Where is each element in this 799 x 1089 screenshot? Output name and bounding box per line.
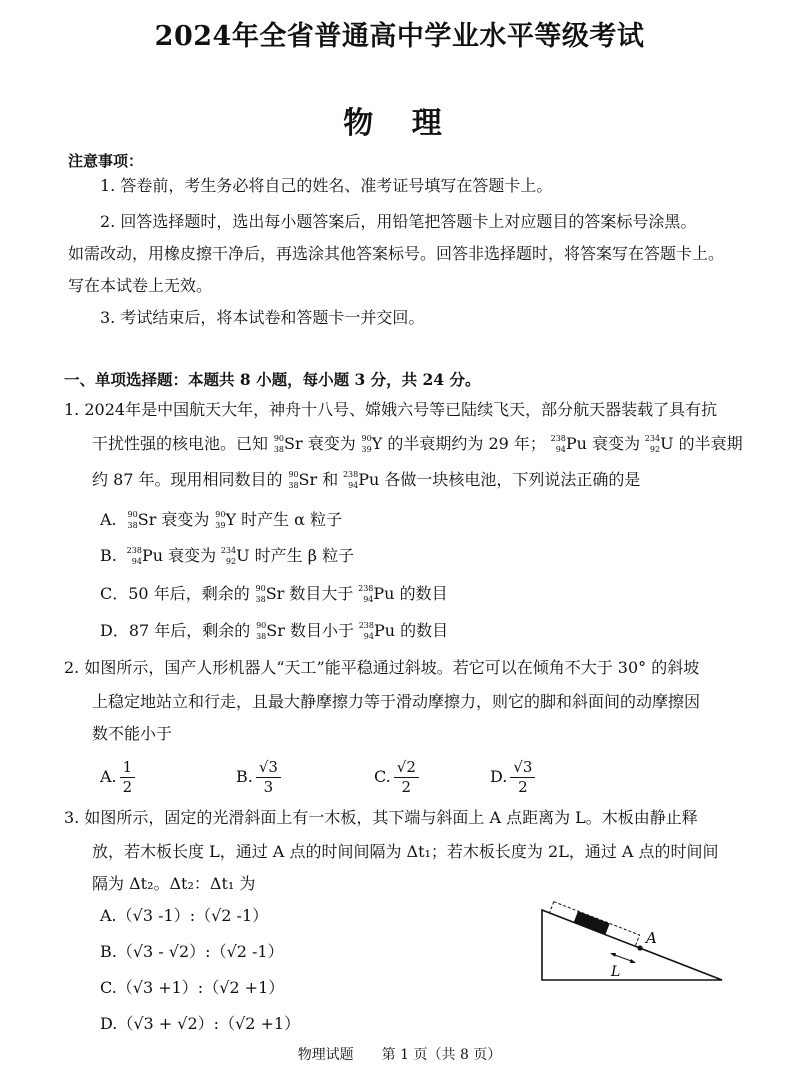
- q2-option-c: C. $\frac{√2}{2}$: [374, 758, 422, 797]
- q3-option-b: B.（√3 - √2）:（√2 -1）: [100, 942, 284, 961]
- pu-nuclide: 238 94: [550, 433, 566, 454]
- q1-line-3: 约 87 年。现用相同数目的 90 38 Sr 和 238 94 Pu 各做一块核电池，下列说法正确的是: [92, 469, 641, 490]
- q3-line-1: 3. 如图所示，固定的光滑斜面上有一木板，其下端与斜面上 A 点距离为 L。木板由静止释: [64, 808, 698, 827]
- q3-option-d: D.（√3 + √2）:（√2 +1）: [100, 1014, 301, 1033]
- sr-nuclide: 90 38: [273, 433, 285, 454]
- notice-item-1: 1. 答卷前，考生务必将自己的姓名、准考证号填写在答题卡上。: [100, 176, 553, 195]
- point-a-label: A: [646, 929, 657, 947]
- notice-item-2-line-2: 如需改动，用橡皮擦干净后，再选涂其他答案标号。回答非选择题时，将答案写在答题卡上。: [68, 244, 725, 263]
- page-footer: 物理试题 第 1 页（共 8 页）: [297, 1047, 502, 1063]
- q1-line-2: 干扰性强的核电池。已知 90 38 Sr 衰变为 90 39 Y 的半衰期约为 29 年； 238 94 Pu 衰变为 234 92 U 的半衰期: [92, 433, 743, 454]
- q2-line-3: 数不能小于: [92, 724, 173, 743]
- q2-line-1: 2. 如图所示，国产人形机器人“天工”能平稳通过斜坡。若它可以在倾角不大于 30° 的斜坡: [64, 658, 700, 677]
- q1-option-b: B. 238 94 Pu 衰变为 234 92 U 时产生 β 粒子: [100, 545, 355, 566]
- q2-option-b: B. $\frac{√3}{3}$: [236, 758, 284, 797]
- notice-item-2-line-3: 写在本试卷上无效。: [68, 276, 213, 295]
- q1-option-a: A. 90 38 Sr 衰变为 90 39 Y 时产生 α 粒子: [100, 509, 343, 530]
- point-a-dot: [637, 945, 642, 950]
- wooden-board: [549, 902, 639, 947]
- subject-title: 物 理: [343, 106, 456, 141]
- q3-option-c: C.（√3 +1）:（√2 +1）: [100, 978, 285, 997]
- q2-line-2: 上稳定地站立和行走，且最大静摩擦力等于滑动摩擦力，则它的脚和斜面间的动摩擦因: [92, 692, 701, 711]
- length-l-label: L: [611, 964, 621, 980]
- q2-option-d: D. $\frac{√3}{2}$: [490, 758, 538, 797]
- q3-line-3: 隔为 Δt₂。Δt₂：Δt₁ 为: [92, 874, 256, 893]
- incline-figure: [530, 888, 730, 988]
- y-nuclide: 90 39: [361, 433, 372, 454]
- section-1-heading: 一、单项选择题：本题共 8 小题，每小题 3 分，共 24 分。: [64, 370, 481, 389]
- u-nuclide: 234 92: [644, 433, 661, 454]
- notice-heading: 注意事项：: [68, 152, 144, 170]
- q3-line-2: 放，若木板长度 L，通过 A 点的时间间隔为 Δt₁；若木板长度为 2L，通过 A 点的时间间: [92, 842, 719, 861]
- board-solid-segment: [574, 911, 610, 935]
- exam-title: 2024年全省普通高中学业水平等级考试: [154, 21, 645, 52]
- q3-option-a: A.（√3 -1）:（√2 -1）: [100, 906, 269, 925]
- q1-option-d: D．87 年后，剩余的 90 38 Sr 数目小于 238 94 Pu 的数目: [100, 620, 449, 641]
- notice-item-3: 3. 考试结束后，将本试卷和答题卡一并交回。: [100, 308, 425, 327]
- q1-option-c: C．50 年后，剩余的 90 38 Sr 数目大于 238 94 Pu 的数目: [100, 583, 448, 604]
- q2-option-a: A. $\frac{1}{2}$: [100, 758, 138, 797]
- q1-line-1: 1. 2024年是中国航天大年，神舟十八号、嫦娥六号等已陆续飞天，部分航天器装载了具有抗: [64, 400, 718, 419]
- notice-item-2-line-1: 2. 回答选择题时，选出每小题答案后，用铅笔把答题卡上对应题目的答案标号涂黑。: [100, 212, 697, 231]
